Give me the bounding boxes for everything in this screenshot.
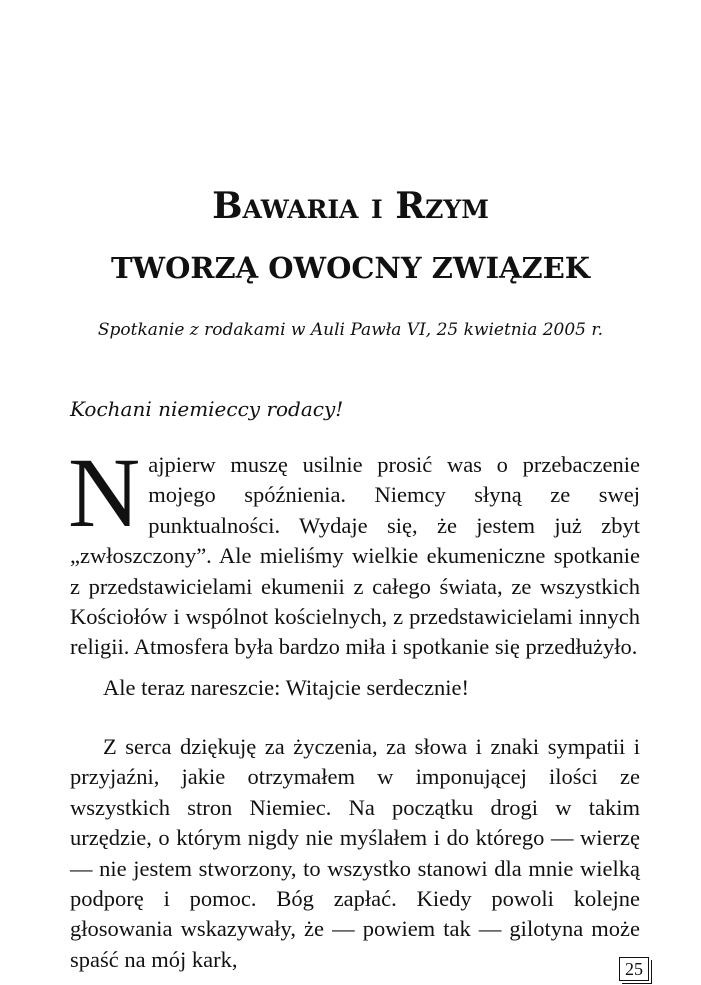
salutation: Kochani niemieccy rodacy! <box>70 397 344 421</box>
chapter-subtitle: TWORZĄ OWOCNY ZWIĄZEK <box>110 251 591 285</box>
paragraph-1-text: ajpierw muszę usilnie prosić was o przebaczenie mojego spóźnienia. Niemcy słyną ze swej punktualności. Wydaje się, że jestem już zbyt „zwłoszczony”. Ale mieliśmy wielkie ekumeniczne spotkanie z przedstawicielami ekumenii z całego świata, ze wszystkich Kościołów i wspólnot kościelnych, z przedstawicielami innych religii. Atmosfera była bardzo miła i spotkanie się przedłużyło. <box>70 452 640 660</box>
chapter-title: Bawaria i Rzym <box>212 185 489 227</box>
drop-cap: N <box>68 437 141 548</box>
page-number: 25 <box>619 957 649 981</box>
paragraph-2: Ale teraz nareszcie: Witajcie serdecznie! <box>103 675 469 700</box>
paragraph-3: Z serca dziękuję za życzenia, za słowa i znaki sympatii i przyjaźni, jakie otrzymałem w imponującej ilości ze wszystkich stron Niemiec. Na początku drogi w takim urzędzie, o którym nigdy nie myślałem i do którego — wierzę — nie jestem stworzony, to wszystko stanowi dla mnie wielką podporę i pomoc. Bóg zapłać. Kiedy powoli kolejne głosowania wskazywały, że — powiem tak — gilotyna może spaść na mój kark, <box>70 734 640 972</box>
paragraph-1 <box>68 437 640 663</box>
occasion-line: Spotkanie z rodakami w Auli Pawła VI, 25 kwietnia 2005 r. <box>97 320 604 340</box>
